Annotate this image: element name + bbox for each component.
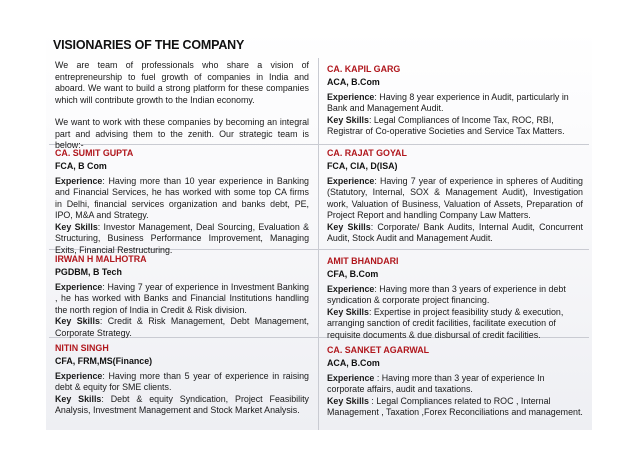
profile-qualification: PGDBM, B Tech (55, 266, 122, 277)
intro-paragraph: We want to work with these companies by becoming an integral part and advising them to the zenith. Our strategic team is below:- (55, 117, 309, 150)
skills-label: Key Skills (327, 221, 371, 232)
column-divider (318, 58, 319, 430)
profile-card (321, 343, 589, 419)
profile-skills: Key Skills: Investor Management, Deal Sourcing, Evaluation & Structuring, Business Performance Improvement, Managing Exits, Financial Restructuring. (55, 221, 309, 255)
profile-qualification: CFA, FRM,MS(Finance) (55, 355, 153, 366)
experience-label: Experience (327, 175, 375, 186)
skills-label: Key Skills (55, 221, 98, 232)
profile-skills: Key Skills : Legal Compliances related to ROC , Internal Management , Taxation ,Forex Reconciliations and management. (327, 395, 583, 417)
skills-label: Key Skills (327, 306, 369, 317)
profile-name: CA. SANKET AGARWAL (327, 345, 430, 355)
profile-name: CA. RAJAT GOYAL (327, 148, 407, 158)
profile-name: CA. KAPIL GARG (327, 64, 401, 74)
profile-name: CA. SUMIT GUPTA (55, 148, 134, 158)
profile-name: AMIT BHANDARI (327, 256, 399, 266)
profile-qualification: CFA, B.Com (327, 268, 379, 279)
experience-label: Experience (55, 281, 103, 292)
profile-experience: Experience: Having 7 year of experience in Investment Banking , he has worked with Banks and Financial Institutions handling the north region of India in Credit & Risk division. (55, 281, 309, 315)
profile-card (49, 146, 315, 256)
profile-experience: Experience: Having 7 year of experience in spheres of Auditing (Statutory, Internal, SOX & Management Audit), Investigation work, Valuation of Business, Valuation of Assets, Preparation of Project Report and handling Company Law Matters. (327, 175, 583, 220)
profile-experience: Experience : Having more than 3 year of experience In corporate affairs, audit and taxations. (327, 372, 545, 394)
skills-label: Key Skills (327, 395, 369, 406)
experience-label: Experience (327, 91, 375, 102)
profile-experience: Experience: Having more than 5 year of experience in raising debt & equity for SME clients. (55, 370, 309, 392)
profile-skills: Key Skills: Debt & equity Syndication, Project Feasibility Analysis, Investment Management and Stock Market Analysis. (55, 393, 309, 415)
profile-card (321, 62, 589, 138)
profile-experience: Experience: Having more than 10 year experience in Banking and Financial Services, he has worked with some top CA firms in Delhi, financial services organization and banks debt, PE, IPO, M&A and Strategy. (55, 175, 309, 220)
profile-card (49, 252, 315, 339)
skills-label: Key Skills (55, 316, 100, 326)
profile-name: NITIN SINGH (55, 343, 109, 353)
profile-experience: Experience: Having 8 year experience in Audit, particularly in Bank and Management Audit. (327, 91, 569, 113)
profile-experience: Experience: Having more than 3 years of experience in debt syndication & corporate project financing. (327, 283, 566, 305)
skills-label: Key Skills (327, 114, 369, 125)
skills-label: Key Skills (55, 393, 102, 404)
intro-paragraph: We are team of professionals who share a vision of entrepreneurship to fuel growth of companies in India and aboard. We want to build a strong platform for these companies which will contribute growth to the Indian economy. (55, 60, 309, 105)
profile-card (321, 254, 589, 341)
profile-qualification: ACA, B.Com (327, 357, 380, 368)
profile-skills: Key Skills: Legal Compliances of Income Tax, ROC, RBI, Registrar of Co-operative Societies and Service Tax Matters. (327, 114, 565, 136)
experience-label: Experience (327, 283, 375, 294)
profile-card (321, 146, 589, 245)
intro-block (49, 58, 315, 152)
profile-name: IRWAN H MALHOTRA (55, 254, 147, 264)
profile-qualification: FCA, CIA, D(ISA) (327, 160, 398, 171)
profile-qualification: FCA, B Com (55, 160, 107, 171)
profile-skills: Key Skills: Expertise in project feasibility study & execution, arranging sanction of credit facilities, facilitate execution of requisite documents & due disbursal of credit facilities. (327, 306, 564, 340)
profile-skills: Key Skills: Corporate/ Bank Audits, Internal Audit, Concurrent Audit, Stock Audit and Management Audit. (327, 221, 584, 243)
profile-skills: Key Skills: Credit & Risk Management, Debt Management, Corporate Strategy. (55, 316, 309, 338)
experience-label: Experience (55, 175, 103, 186)
experience-label: Experience (55, 370, 103, 381)
profile-qualification: ACA, B.Com (327, 76, 380, 87)
experience-label: Experience (327, 372, 375, 383)
profile-card (49, 341, 315, 417)
page-title: VISIONARIES OF THE COMPANY (53, 38, 245, 52)
